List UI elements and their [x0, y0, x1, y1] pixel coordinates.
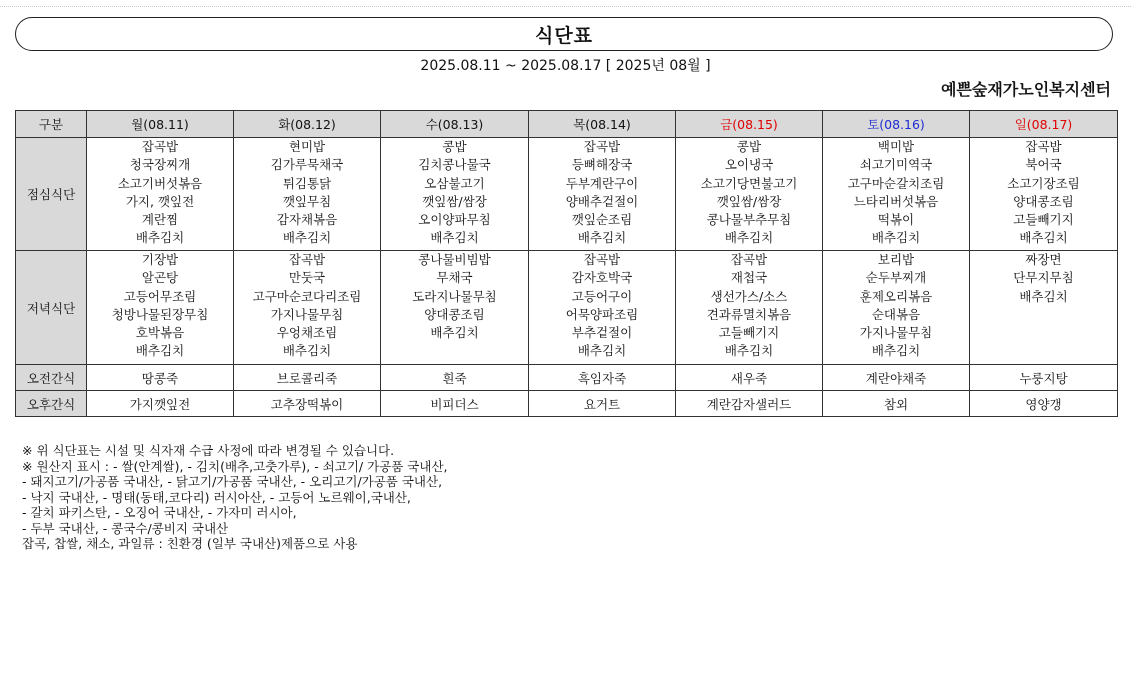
menu-item: 고등어구이 — [571, 288, 633, 304]
snack-cell: 고추장떡볶이 — [234, 391, 381, 417]
menu-cell — [87, 138, 234, 251]
menu-cell — [234, 138, 381, 251]
menu-item: 만둣국 — [288, 270, 326, 286]
period-range: 2025.08.11 ~ 2025.08.17 [ 2025년 08월 ] — [420, 58, 711, 74]
menu-item: 재첩국 — [730, 270, 768, 286]
menu-item: 배추김치 — [724, 343, 774, 359]
menu-item: 계란찜 — [141, 212, 179, 228]
menu-item: 등뼈해장국 — [571, 157, 633, 173]
title-bar — [15, 17, 1113, 51]
menu-cell — [381, 138, 529, 251]
note-line: ※ 원산지 표시 : - 쌀(안계쌀), - 김치(배추,고춧가루), - 쇠고기/ 가공품 국내산, — [22, 458, 448, 474]
menu-item: 청국장찌개 — [129, 157, 191, 173]
menu-item: 잡곡밥 — [141, 139, 179, 154]
afternoon-snack-row — [16, 391, 1118, 417]
day-header-sat: 토(08.16) — [823, 111, 970, 138]
menu-item: 깻잎쌈/쌈장 — [716, 193, 782, 209]
menu-item: 순대볶음 — [871, 306, 921, 322]
menu-item: 잡곡밥 — [730, 252, 768, 267]
snack-cell: 영양갱 — [970, 391, 1118, 417]
menu-item: 잡곡밥 — [288, 252, 326, 267]
menu-cell — [676, 251, 823, 365]
menu-item: 잡곡밥 — [583, 252, 621, 267]
menu-item: 배추김치 — [871, 230, 921, 246]
menu-item: 백미밥 — [877, 139, 915, 154]
snack-cell: 브로콜리죽 — [234, 365, 381, 391]
top-divider — [0, 6, 1131, 7]
note-line: ※ 위 식단표는 시설 및 식자재 수급 사정에 따라 변경될 수 있습니다. — [22, 443, 395, 458]
snack-cell: 흑임자죽 — [529, 365, 676, 391]
day-header-sun: 일(08.17) — [970, 111, 1118, 138]
menu-item: 떡볶이 — [877, 212, 915, 228]
corner-label: 구분 — [16, 111, 87, 138]
menu-item: 잡곡밥 — [1025, 139, 1062, 154]
menu-item: 배추김치 — [282, 230, 332, 246]
menu-item: 고구마순갈치조림 — [847, 175, 945, 191]
menu-item: 오삼불고기 — [424, 175, 485, 191]
meal-table — [15, 110, 1118, 417]
menu-item: 배추김치 — [135, 230, 185, 246]
menu-item: 두부계란구이 — [565, 175, 639, 191]
menu-item: 튀김통닭 — [282, 175, 332, 191]
menu-item: 생선가스/소스 — [710, 288, 788, 304]
menu-item: 순두부찌개 — [865, 270, 927, 286]
center-name: 예쁜숲재가노인복지센터 — [940, 80, 1111, 99]
menu-item: 배추김치 — [871, 343, 921, 359]
menu-item: 도라지나물무침 — [412, 288, 497, 304]
menu-cell — [970, 251, 1118, 365]
menu-item: 콩밥 — [442, 139, 467, 154]
menu-item: 가지나물무침 — [859, 325, 933, 341]
menu-item: 배추김치 — [577, 343, 627, 359]
menu-item: 배추김치 — [724, 230, 774, 246]
snack-cell: 누룽지탕 — [970, 365, 1118, 391]
menu-item: 고구마순코다리조림 — [252, 288, 362, 304]
note-line: - 낙지 국내산, - 명태(동태,코다리) 러시아산, - 고등어 노르웨이,국내산, — [22, 489, 411, 505]
snack-cell: 계란야채죽 — [823, 365, 970, 391]
lunch-row — [16, 138, 1118, 251]
snack-cell: 가지깻잎전 — [87, 391, 234, 417]
menu-item: 부추겉절이 — [571, 325, 633, 341]
menu-cell — [381, 251, 529, 365]
row-label-morning-snack: 오전간식 — [16, 365, 87, 391]
snack-cell: 요거트 — [529, 391, 676, 417]
menu-item: 잡곡밥 — [583, 139, 621, 154]
menu-cell — [676, 138, 823, 251]
note-line: - 갈치 파키스탄, - 오징어 국내산, - 가자미 러시아, — [22, 505, 297, 520]
menu-item: 기장밥 — [141, 252, 179, 267]
menu-item: 콩밥 — [736, 139, 762, 154]
day-header-fri: 금(08.15) — [676, 111, 823, 138]
row-label-lunch: 점심식단 — [16, 138, 87, 251]
menu-item: 무채국 — [436, 270, 473, 286]
page-title: 식단표 — [534, 24, 594, 47]
menu-item: 청방나물된장무침 — [111, 306, 209, 322]
menu-item: 고등어무조림 — [123, 288, 197, 304]
menu-cell — [823, 138, 970, 251]
menu-item: 오이양파무침 — [418, 212, 491, 228]
note-line: - 두부 국내산, - 콩국수/콩비지 국내산 — [22, 520, 229, 536]
menu-item: 가지, 깻잎전 — [125, 193, 195, 209]
menu-cell — [87, 251, 234, 365]
menu-item: 배추김치 — [1019, 288, 1068, 304]
notes-section — [22, 443, 448, 552]
note-line: - 돼지고기/가공품 국내산, - 닭고기/가공품 국내산, - 오리고기/가공품 국내산, — [22, 474, 443, 489]
menu-item: 소고기장조림 — [1007, 175, 1080, 191]
menu-item: 양대콩조림 — [1013, 193, 1074, 209]
row-label-dinner: 저녁식단 — [16, 251, 87, 365]
menu-item: 배추김치 — [135, 343, 185, 359]
menu-item: 가지나물무침 — [270, 306, 344, 322]
menu-item: 현미밥 — [288, 139, 326, 154]
menu-item: 소고기당면불고기 — [700, 175, 798, 191]
menu-cell — [529, 251, 676, 365]
menu-item: 단무지무침 — [1013, 270, 1074, 286]
menu-item: 배추김치 — [430, 230, 479, 246]
menu-item: 어묵양파조림 — [565, 306, 639, 322]
menu-item: 견과류멸치볶음 — [706, 306, 792, 322]
menu-item: 짜장면 — [1025, 252, 1062, 267]
menu-cell — [234, 251, 381, 365]
menu-item: 양배추겉절이 — [565, 193, 639, 209]
menu-item: 깻잎쌈/쌈장 — [422, 193, 487, 209]
menu-item: 호박볶음 — [135, 325, 185, 341]
menu-item: 깻잎무침 — [282, 193, 332, 209]
menu-item: 보리밥 — [877, 252, 915, 267]
day-header-tue: 화(08.12) — [234, 111, 381, 138]
note-line: 잡곡, 찹쌀, 채소, 과일류 : 친환경 (일부 국내산)제품으로 사용 — [22, 536, 358, 551]
menu-item: 쇠고기미역국 — [859, 157, 933, 173]
menu-item: 김치콩나물국 — [418, 157, 491, 173]
snack-cell: 새우죽 — [676, 365, 823, 391]
menu-item: 김가루묵채국 — [270, 157, 344, 173]
menu-item: 오이냉국 — [724, 157, 774, 173]
menu-item: 느타리버섯볶음 — [853, 193, 939, 209]
day-header-mon: 월(08.11) — [87, 111, 234, 138]
dinner-row — [16, 251, 1118, 365]
menu-cell — [823, 251, 970, 365]
menu-cell — [970, 138, 1118, 251]
morning-snack-row — [16, 365, 1118, 391]
menu-item: 감자호박국 — [571, 270, 633, 286]
snack-cell: 비피더스 — [381, 391, 529, 417]
menu-item: 배추김치 — [577, 230, 627, 246]
header-row — [16, 111, 1118, 138]
menu-item: 훈제오리볶음 — [859, 288, 933, 304]
menu-item: 고들빼기지 — [1013, 212, 1074, 228]
day-header-thu: 목(08.14) — [529, 111, 676, 138]
snack-cell: 땅콩죽 — [87, 365, 234, 391]
menu-item: 알곤탕 — [141, 270, 179, 286]
row-label-afternoon-snack: 오후간식 — [16, 391, 87, 417]
menu-item: 양대콩조림 — [424, 306, 485, 322]
menu-item: 고들빼기지 — [718, 325, 780, 341]
menu-item: 감자채볶음 — [276, 212, 338, 228]
menu-item: 북어국 — [1025, 157, 1062, 173]
snack-cell: 계란감자샐러드 — [676, 391, 823, 417]
menu-item: 배추김치 — [430, 325, 479, 341]
menu-item: 우엉채조림 — [276, 325, 338, 341]
menu-item: 배추김치 — [1019, 230, 1068, 246]
snack-cell: 참외 — [823, 391, 970, 417]
day-header-wed: 수(08.13) — [381, 111, 529, 138]
snack-cell: 흰죽 — [381, 365, 529, 391]
menu-item: 깻잎순조림 — [571, 212, 633, 228]
menu-cell — [529, 138, 676, 251]
menu-item: 콩나물비빔밥 — [418, 252, 491, 267]
menu-item: 배추김치 — [282, 343, 332, 359]
menu-item: 콩나물부추무침 — [706, 212, 792, 228]
menu-item: 소고기버섯볶음 — [117, 175, 203, 191]
